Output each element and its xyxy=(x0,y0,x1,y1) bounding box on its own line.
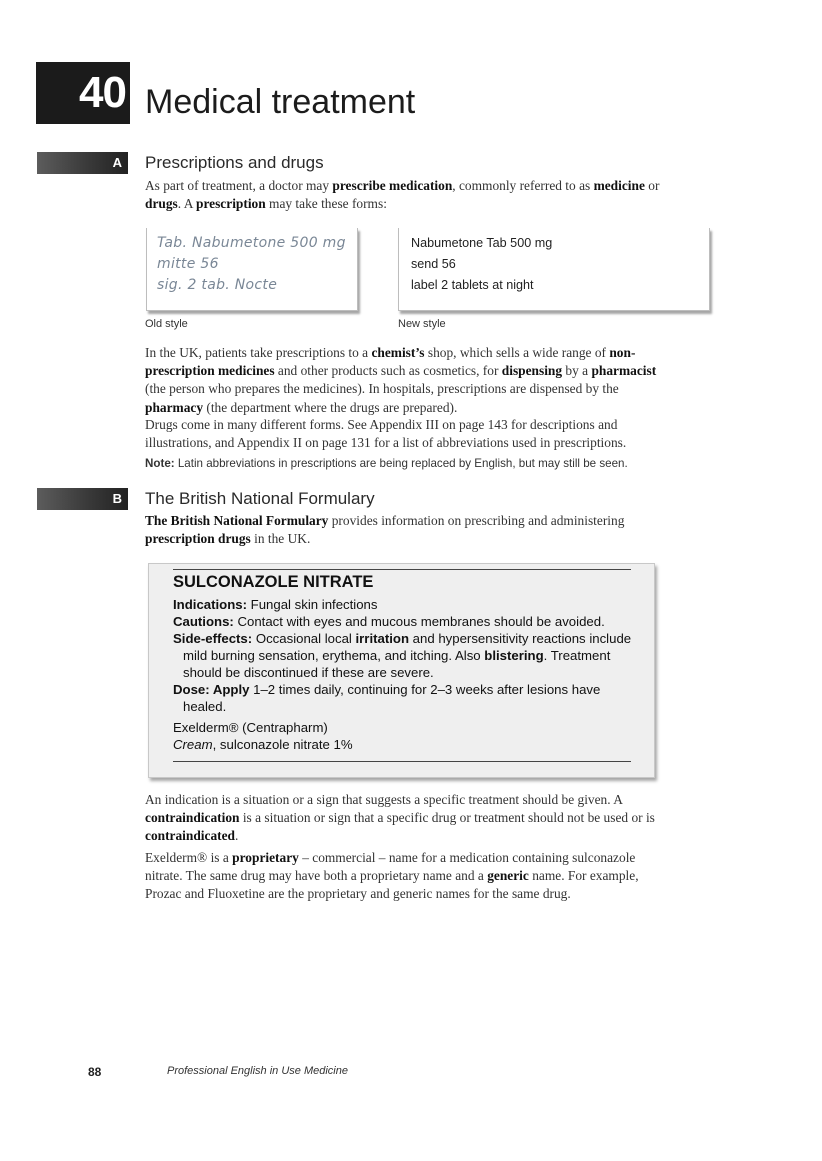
bnf-indications xyxy=(173,596,643,613)
bold-term: medicine xyxy=(593,178,645,193)
bnf-cautions-text: Contact with eyes and mucous membranes should be avoided. xyxy=(233,614,605,629)
bold-term: generic xyxy=(487,868,529,884)
bnf-cautions xyxy=(173,613,643,630)
page-number: 88 xyxy=(88,1065,102,1079)
new-rx-line-3: label 2 tablets at night xyxy=(411,278,534,292)
bold-term: chemist’s xyxy=(371,345,425,360)
bold-term: The British National Formulary xyxy=(145,513,329,528)
section-a-title: Prescriptions and drugs xyxy=(145,153,324,172)
old-style-caption: Old style xyxy=(145,318,188,330)
bnf-brand: Exelderm® (Centrapharm) xyxy=(173,720,328,735)
new-rx-line-2: send 56 xyxy=(411,257,456,271)
bnf-bottom-rule xyxy=(173,761,631,762)
bold-term: non-prescription medicines xyxy=(145,345,636,379)
bold-term: proprietary xyxy=(232,850,299,865)
bnf-cautions-label: Cautions: xyxy=(173,614,234,629)
section-a-paragraph-2: Drugs come in many different forms. See Appendix III on page 143 for descriptions and illustrations, and Appendix II on page 131 for a list of abbreviations used in prescriptions. xyxy=(145,417,627,451)
bnf-drug-name: SULCONAZOLE NITRATE xyxy=(173,573,374,591)
section-b-bar: B xyxy=(37,488,128,510)
bnf-dose: Dose: Apply 1–2 times daily, continuing for 2–3 weeks after lesions have healed. xyxy=(173,682,601,714)
bold-term: Side-effects: xyxy=(173,631,253,646)
section-b-title: The British National Formulary xyxy=(145,489,375,508)
bold-term: prescription drugs xyxy=(145,531,251,547)
book-title: Professional English in Use Medicine xyxy=(167,1065,348,1077)
section-a-intro: As part of treatment, a doctor may prescribe medication, commonly referred to as medicine or drugs. A prescription may take these forms: xyxy=(145,178,660,212)
new-style-prescription xyxy=(398,228,710,311)
old-style-prescription xyxy=(146,228,358,311)
section-a-bar: A xyxy=(37,152,128,174)
bnf-indications-text: Fungal skin infections xyxy=(247,597,378,612)
bold-term: drugs xyxy=(145,196,178,212)
note-label: Note: xyxy=(145,457,175,470)
new-style-caption: New style xyxy=(398,318,446,330)
bnf-side-effects: Side-effects: Occasional local irritation and hypersensitivity reactions include mild burning sensation, erythema, and itching. Also blistering. Treatment should be discontinued if these are severe. xyxy=(173,631,632,680)
bold-term: prescription xyxy=(196,196,266,212)
new-rx-line-1: Nabumetone Tab 500 mg xyxy=(411,236,553,250)
bold-term: pharmacist xyxy=(591,363,657,379)
bnf-entry-box xyxy=(148,563,655,778)
bold-term: contraindicated xyxy=(145,828,236,844)
section-b-intro: The British National Formulary provides information on prescribing and administering prescription drugs in the UK. xyxy=(145,513,625,547)
bold-term: irritation xyxy=(355,631,409,646)
bnf-form xyxy=(173,736,643,753)
bnf-indications-label: Indications: xyxy=(173,597,247,612)
note-text: Latin abbreviations in prescriptions are being replaced by English, but may still be seen. xyxy=(174,457,628,470)
old-rx-line-3: sig. 2 tab. Nocte xyxy=(157,277,278,293)
section-a-paragraph-1: In the UK, patients take prescriptions to a chemist’s shop, which sells a wide range of non-prescription medicines and other products such as cosmetics, for dispensing by a pharmacist (the person who prepares the medicines). In hospitals, prescriptions are dispensed by the pharmacy (the department where the drugs are prepared). xyxy=(145,345,657,415)
bold-term: pharmacy xyxy=(145,399,204,415)
bnf-form-type: Cream xyxy=(173,737,213,752)
unit-title: Medical treatment xyxy=(145,83,416,121)
old-rx-line-2: mitte 56 xyxy=(157,256,219,272)
bnf-top-rule xyxy=(173,569,631,570)
bold-term: blistering xyxy=(484,648,544,663)
section-b-paragraph-2: Exelderm® is a proprietary – commercial – name for a medication containing sulconazole nitrate. The same drug may have both a proprietary name and a generic name. For example, Prozac and Fluoxetine are the proprietary and generic names for the same drug. xyxy=(145,850,639,902)
old-rx-line-1: Tab. Nabumetone 500 mg xyxy=(157,235,346,251)
bold-term: contraindication xyxy=(145,810,240,826)
bold-term: dispensing xyxy=(501,363,563,379)
section-b-paragraph-1: An indication is a situation or a sign that suggests a specific treatment should be given. A contraindication is a situation or sign that a specific drug or treatment should not be used or is contraindicated. xyxy=(145,792,655,844)
bold-term: prescribe medication xyxy=(332,178,453,193)
bnf-form-detail: , sulconazole nitrate 1% xyxy=(212,737,353,752)
bold-term: Dose: Apply xyxy=(173,682,250,697)
unit-number-badge: 40 xyxy=(36,62,130,124)
section-a-note xyxy=(145,456,675,472)
